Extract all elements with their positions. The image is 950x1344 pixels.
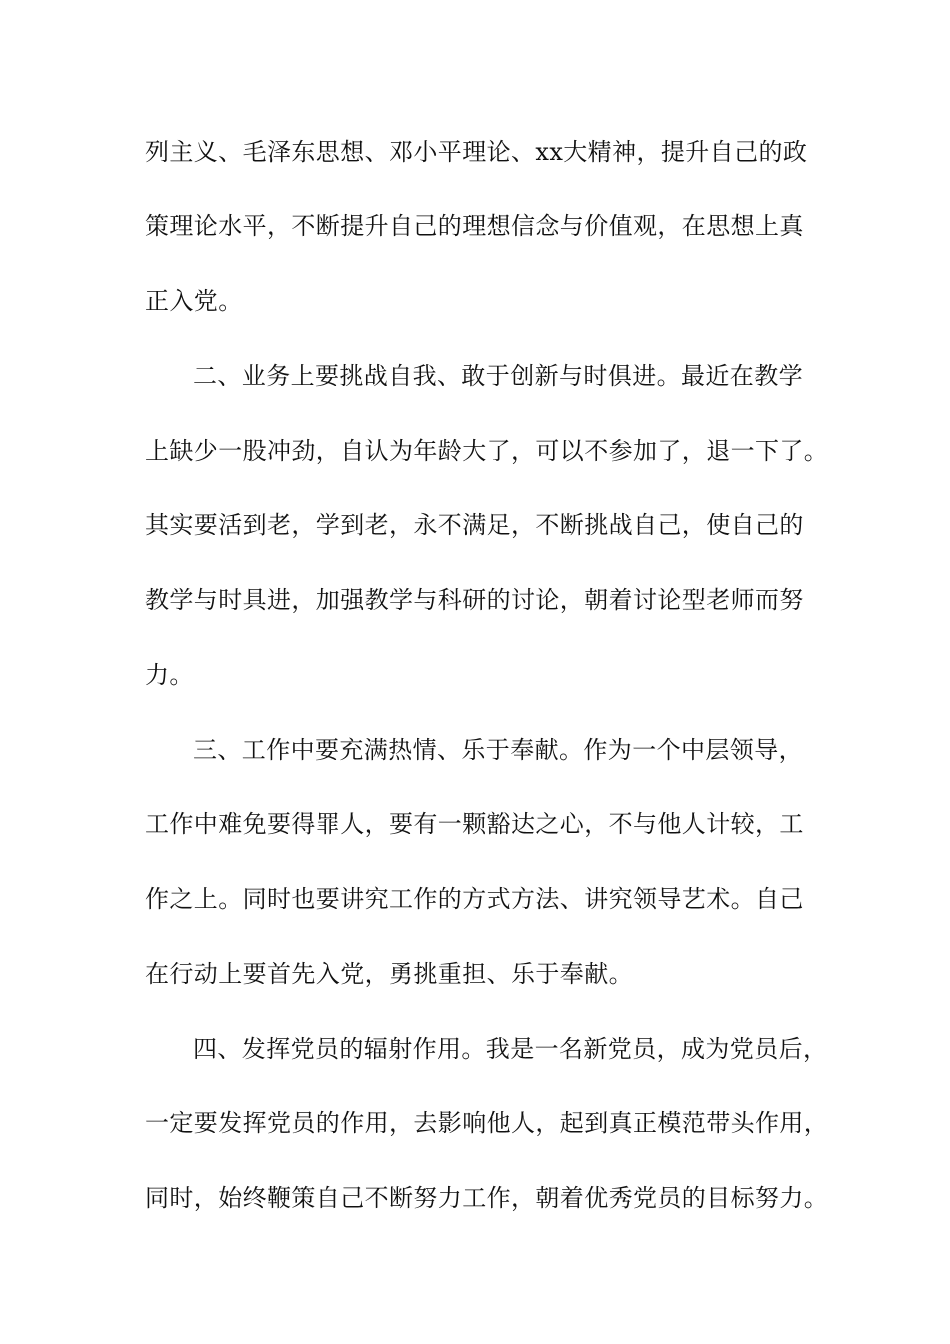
text-line: 一定要发挥党员的作用，去影响他人，起到真正模范带头作用， [145, 1109, 829, 1137]
text-line: 作之上。同时也要讲究工作的方式方法、讲究领导艺术。自己 [145, 885, 804, 913]
paragraph-heading-line: 三、工作中要充满热情、乐于奉献。作为一个中层领导， [193, 736, 803, 764]
text-line: 在行动上要首先入党，勇挑重担、乐于奉献。 [145, 960, 633, 988]
text-line: 教学与时具进，加强教学与科研的讨论，朝着讨论型老师而努 [145, 586, 804, 614]
text-line: 策理论水平，不断提升自己的理想信念与价值观，在思想上真 [145, 212, 804, 240]
text-line: 其实要活到老，学到老，永不满足，不断挑战自己，使自己的 [145, 511, 804, 539]
paragraph-heading-line: 四、发挥党员的辐射作用。我是一名新党员，成为党员后， [193, 1035, 828, 1063]
text-line: 力。 [145, 661, 194, 689]
text-line: 上缺少一股冲劲，自认为年龄大了，可以不参加了，退一下了。 [145, 437, 829, 465]
text-line: 工作中难免要得罪人，要有一颗豁达之心，不与他人计较，工 [145, 810, 804, 838]
text-line: 同时，始终鞭策自己不断努力工作，朝着优秀党员的目标努力。 [145, 1184, 829, 1212]
text-line: 正入党。 [145, 287, 243, 315]
text-line: 列主义、毛泽东思想、邓小平理论、xx大精神，提升自己的政 [145, 138, 808, 166]
paragraph-heading-line: 二、业务上要挑战自我、敢于创新与时俱进。最近在教学 [193, 362, 803, 390]
